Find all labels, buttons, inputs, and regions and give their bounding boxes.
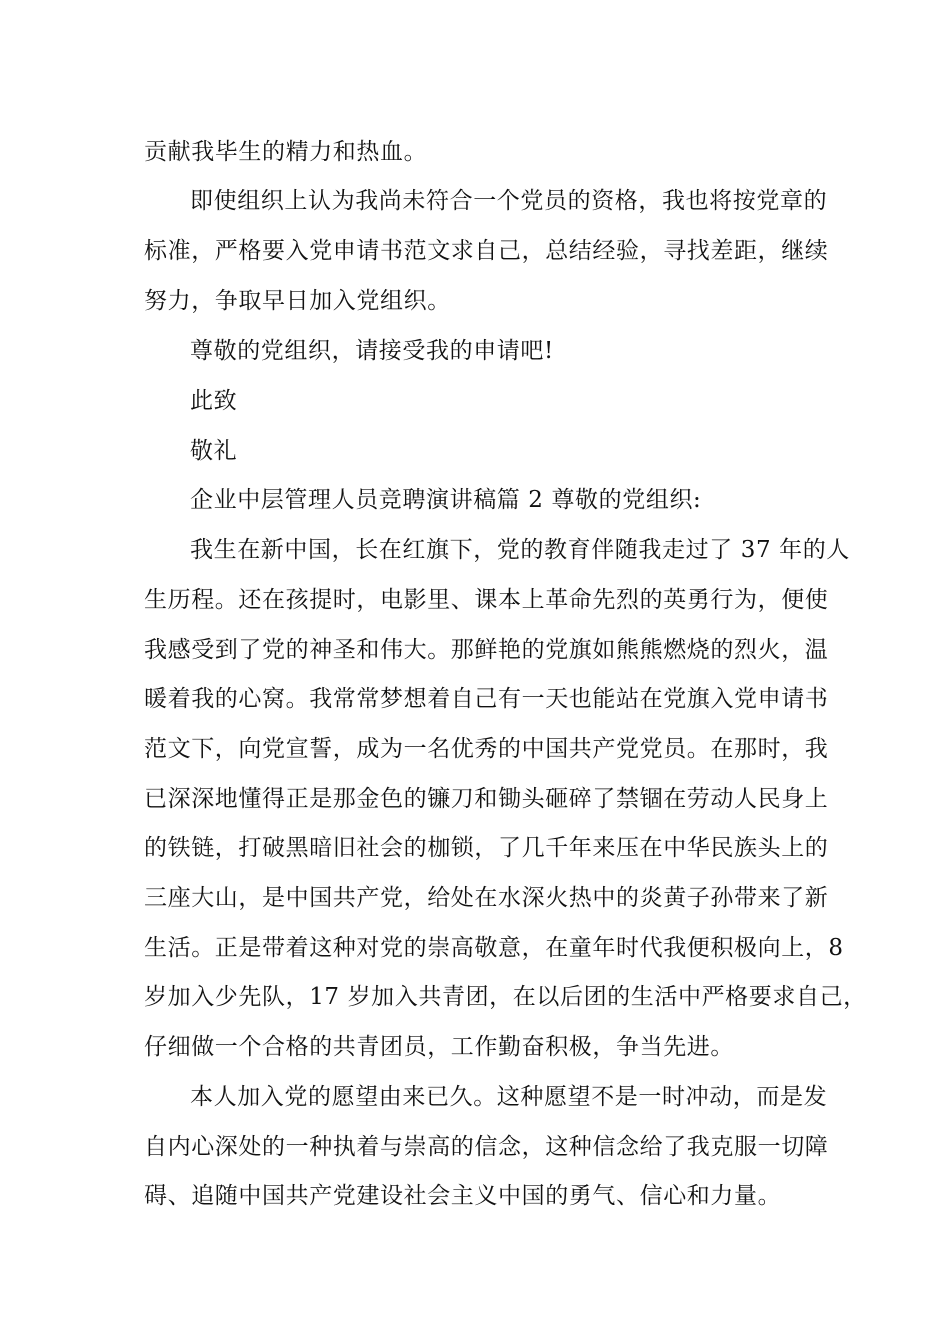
text-line: 已深深地懂得正是那金色的镰刀和锄头砸碎了禁锢在劳动人民身上: [144, 786, 829, 812]
text-line: 生历程。还在孩提时，电影里、课本上革命先烈的英勇行为，便使: [144, 587, 829, 613]
text-line: 暖着我的心窝。我常常梦想着自己有一天也能站在党旗入党申请书: [144, 686, 829, 712]
text-line: 此致: [190, 388, 238, 414]
text-line: 标准，严格要入党申请书范文求自己，总结经验，寻找差距，继续: [144, 238, 829, 264]
text-line: 范文下，向党宣誓，成为一名优秀的中国共产党党员。在那时，我: [144, 736, 829, 762]
text-line: 努力，争取早日加入党组织。: [144, 288, 451, 314]
text-line: 碍、追随中国共产党建设社会主义中国的勇气、信心和力量。: [144, 1183, 782, 1209]
text-line: 自内心深处的一种执着与崇高的信念，这种信念给了我克服一切障: [144, 1134, 829, 1160]
text-line: 尊敬的党组织，请接受我的申请吧!: [190, 338, 554, 364]
text-line: 敬礼: [190, 438, 238, 464]
text-line: 的铁链，打破黑暗旧社会的枷锁，了几千年来压在中华民族头上的: [144, 835, 829, 861]
text-line: 岁加入少先队，17 岁加入共青团，在以后团的生活中严格要求自己，: [144, 984, 867, 1010]
text-line: 我生在新中国，长在红旗下，党的教育伴随我走过了 37 年的人: [190, 537, 850, 563]
text-line: 即使组织上认为我尚未符合一个党员的资格，我也将按党章的: [190, 188, 828, 214]
text-line: 我感受到了党的神圣和伟大。那鲜艳的党旗如熊熊燃烧的烈火，温: [144, 637, 829, 663]
text-line: 生活。正是带着这种对党的崇高敬意，在童年时代我便积极向上，8: [144, 935, 844, 961]
text-line: 仔细做一个合格的共青团员，工作勤奋积极，争当先进。: [144, 1034, 734, 1060]
text-line: 企业中层管理人员竞聘演讲稿篇 2 尊敬的党组织:: [190, 487, 702, 513]
text-line: 三座大山，是中国共产党，给处在水深火热中的炎黄子孙带来了新: [144, 885, 829, 911]
text-line: 本人加入党的愿望由来已久。这种愿望不是一时冲动，而是发: [190, 1084, 828, 1110]
text-line: 贡献我毕生的精力和热血。: [144, 139, 428, 165]
